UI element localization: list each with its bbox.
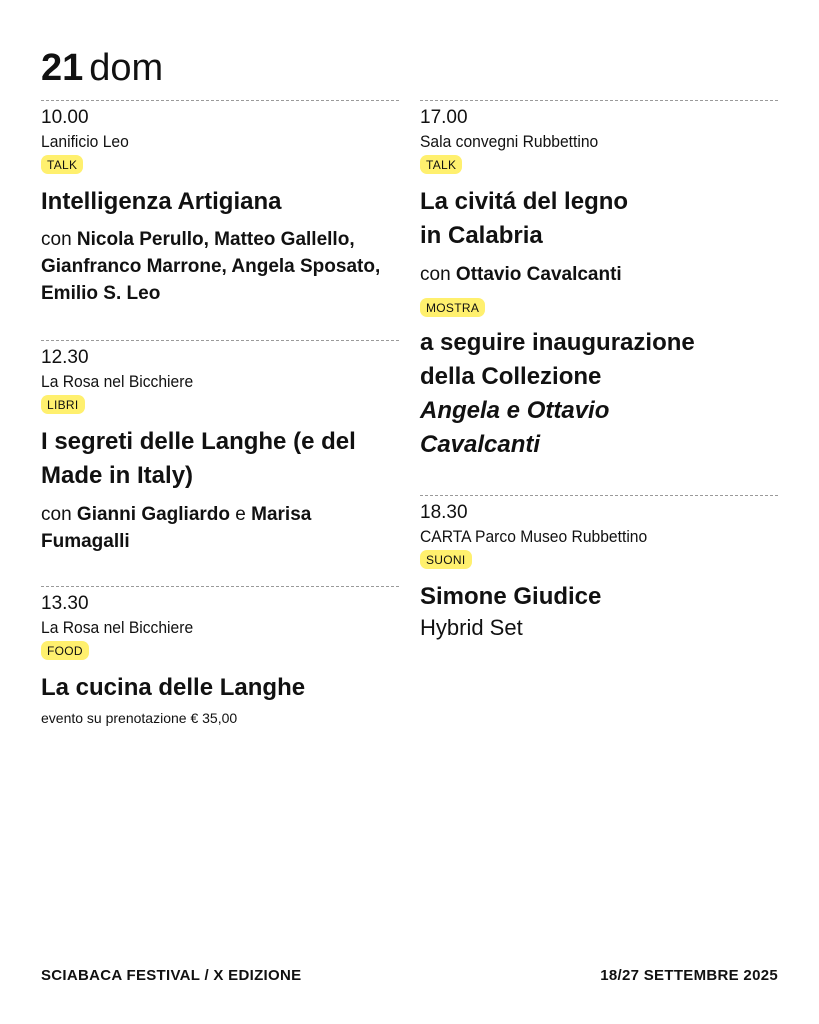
event-title: Simone Giudice [420,583,602,610]
event-credits [420,261,778,288]
exhibition-title-line: a seguire inaugurazione [420,329,695,356]
credits-name: Gianni Gagliardo [76,504,230,525]
credits-joiner: e [235,504,246,525]
day-header [41,44,163,92]
festival-name: SCIABACA FESTIVAL / X EDIZIONE [41,967,302,984]
day-name: dom [89,47,164,89]
event-title-line: in Calabria [420,222,543,249]
event-card [420,100,778,495]
event-venue: Sala convegni Rubbettino [420,132,599,151]
event-category-badge: TALK [420,155,462,174]
event-title: La cucina delle Langhe [41,674,306,701]
event-venue: La Rosa nel Bicchiere [41,372,194,391]
event-category-badge: LIBRI [41,395,85,414]
event-note: evento su prenotazione € 35,00 [41,710,238,726]
event-card [420,495,778,642]
schedule-column-right [420,100,778,642]
event-card [41,100,399,340]
event-credits [41,226,399,307]
collection-name-line: Angela e Ottavio [420,397,610,424]
event-time: 13.30 [41,593,89,614]
event-category-badge: FOOD [41,641,89,660]
event-category-badge: TALK [41,155,83,174]
event-credits [41,501,399,555]
credits-prefix: con [41,504,72,525]
credits-prefix: con [41,229,72,250]
day-number: 21 [41,47,84,89]
event-venue: CARTA Parco Museo Rubbettino [420,527,648,546]
credits-names: Ottavio Cavalcanti [455,264,622,285]
schedule-column-left [41,100,399,727]
exhibition-title [420,326,778,462]
event-subtitle: Hybrid Set [420,615,523,640]
festival-dates: 18/27 SETTEMBRE 2025 [600,967,778,984]
event-venue: Lanificio Leo [41,132,129,151]
event-title: Intelligenza Artigiana [41,188,282,215]
collection-name-line: Cavalcanti [420,431,541,458]
event-title: I segreti delle Langhe (e del Made in Italy) [41,428,356,489]
event-category-badge: SUONI [420,550,472,569]
credits-name: Marisa Fumagalli [41,504,312,552]
credits-prefix: con [420,264,451,285]
exhibition-title-line: della Collezione [420,363,602,390]
event-title [420,185,778,253]
event-time: 18.30 [420,502,468,523]
event-card [41,340,399,586]
exhibition-badge: MOSTRA [420,298,485,317]
event-venue: La Rosa nel Bicchiere [41,618,194,637]
credits-names: Nicola Perullo, Matteo Gallello, Gianfranco Marrone, Angela Sposato, Emilio S. Leo [41,229,381,304]
event-title-line: La civitá del legno [420,188,629,215]
event-card [41,586,399,727]
event-time: 17.00 [420,107,468,128]
event-time: 12.30 [41,347,89,368]
event-time: 10.00 [41,107,89,128]
